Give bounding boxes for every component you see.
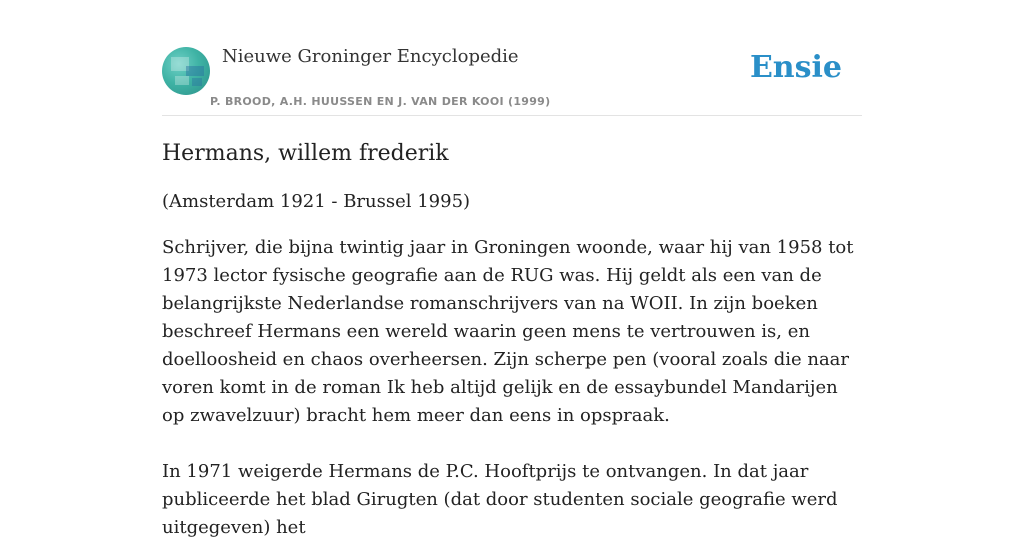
page-header (162, 40, 862, 116)
article-paragraph: Schrijver, die bijna twintig jaar in Groningen woonde, waar hij van 1958 tot 1973 lector fysische geografie aan de RUG was. Hij geldt als een van de belangrijkste Nederlandse romanschrijvers van na WOII. In zijn boeken beschreef Hermans een wereld waarin geen mens te vertrouwen is, en doelloosheid en chaos overheersen. Zijn scherpe pen (vooral zoals die naar voren komt in de roman Ik heb altijd gelijk en de essaybundel Mandarijen op zwavelzuur) bracht hem meer dan eens in opspraak. (162, 237, 854, 426)
cover-graphic (186, 66, 204, 76)
publication-title[interactable]: Nieuwe Groninger Encyclopedie (222, 46, 519, 67)
article (162, 138, 862, 542)
cover-graphic (192, 78, 202, 86)
article-subtitle: (Amsterdam 1921 - Brussel 1995) (162, 191, 471, 212)
publication-authors: P. BROOD, A.H. HUUSSEN EN J. VAN DER KOOI (1999) (210, 95, 551, 108)
ensie-logo-link[interactable]: Ensie (749, 50, 842, 85)
encyclopedia-cover-icon[interactable] (162, 47, 210, 95)
article-title: Hermans, willem frederik (162, 141, 449, 166)
cover-graphic (175, 76, 189, 85)
article-paragraph: In 1971 weigerde Hermans de P.C. Hooftprijs te ontvangen. In dat jaar publiceerde het blad Girugten (dat door studenten sociale geografie werd uitgegeven) het (162, 461, 838, 538)
